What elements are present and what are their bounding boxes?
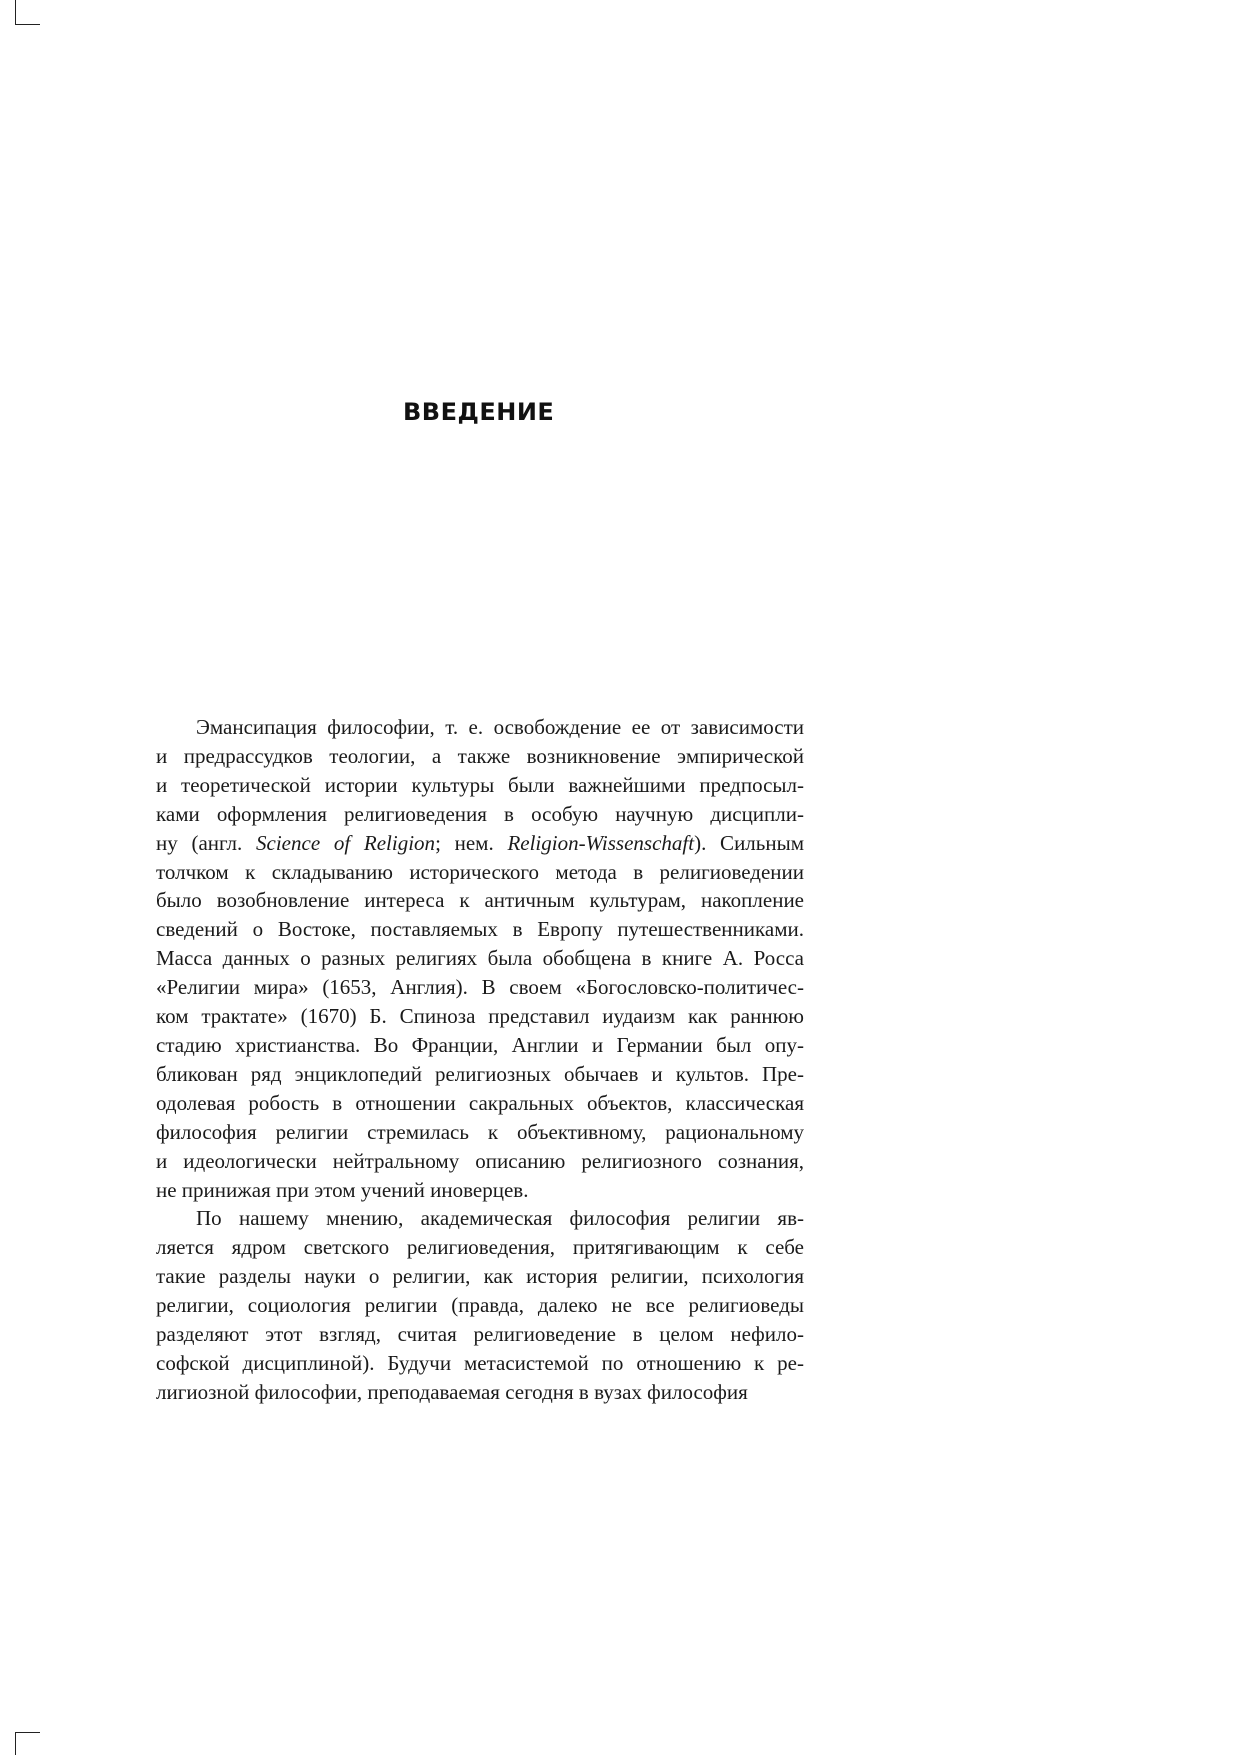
text-line: [156, 915, 804, 944]
body-text: [156, 713, 804, 1407]
text-line: [156, 1031, 804, 1060]
text-line: [156, 1176, 804, 1205]
text-line: [156, 1147, 804, 1176]
text-line: [156, 973, 804, 1002]
text-segment: софской дисциплиной). Будучи метасистемой по отношению к ре-: [156, 1350, 804, 1375]
text-line: [156, 944, 804, 973]
paragraph: [156, 713, 804, 1204]
text-line: [156, 1262, 804, 1291]
text-line: [156, 1118, 804, 1147]
text-segment: и предрассудков теологии, а также возникновение эмпирической: [156, 743, 804, 768]
text-segment: ляется ядром светского религиоведения, притягивающим к себе: [156, 1235, 804, 1260]
text-segment: ; нем.: [435, 830, 508, 855]
text-line: [156, 1378, 804, 1407]
text-segment: стадию христианства. Во Франции, Англии и Германии был опу-: [156, 1032, 804, 1057]
text-segment: «Религии мира» (1653, Англия). В своем «Богословско-политичес-: [156, 975, 804, 1000]
text-segment: ком трактате» (1670) Б. Спиноза представил иудаизм как раннюю: [156, 1004, 804, 1029]
text-segment: бликован ряд энциклопедий религиозных обычаев и культов. Пре-: [156, 1061, 804, 1086]
text-segment: Масса данных о разных религиях была обобщена в книге А. Росса: [156, 946, 804, 971]
text-line: [156, 1089, 804, 1118]
paragraph: [156, 1204, 804, 1406]
chapter-title: ВВЕДЕНИЕ: [403, 398, 555, 426]
crop-mark-bottom-vertical: [15, 1732, 16, 1755]
text-segment: и теоретической истории культуры были важнейшими предпосыл-: [156, 772, 804, 797]
text-segment: ками оформления религиоведения в особую научную дисципли-: [156, 801, 804, 826]
text-segment: разделяют этот взгляд, считая религиоведение в целом нефило-: [156, 1322, 804, 1347]
text-segment: не принижая при этом учений иноверцев.: [156, 1177, 529, 1202]
text-line: [156, 858, 804, 887]
text-line: [156, 1320, 804, 1349]
text-line: [156, 1349, 804, 1378]
text-line: [156, 713, 804, 742]
text-segment: толчком к складыванию исторического метода в религиоведении: [156, 859, 804, 884]
text-line: [156, 1060, 804, 1089]
crop-mark-top-horizontal: [15, 24, 40, 25]
text-line: [156, 771, 804, 800]
text-line: [156, 1233, 804, 1262]
text-segment: было возобновление интереса к античным культурам, накопление: [156, 888, 804, 913]
text-segment: и идеологически нейтральному описанию религиозного сознания,: [156, 1148, 804, 1173]
text-line: [156, 800, 804, 829]
text-line: [156, 1204, 804, 1233]
text-segment: ). Сильным: [694, 830, 804, 855]
text-segment: одолевая робость в отношении сакральных объектов, классическая: [156, 1090, 804, 1115]
text-segment: религии, социология религии (правда, далеко не все религиоведы: [156, 1293, 804, 1318]
text-segment: Эмансипация философии, т. е. освобождение ее от зависимости: [196, 715, 804, 739]
text-segment: По нашему мнению, академическая философия религии яв-: [196, 1206, 804, 1231]
text-segment: ну (англ.: [156, 830, 257, 855]
italic-term: Religion-Wissenschaft: [507, 830, 695, 855]
text-segment: лигиозной философии, преподаваемая сегодня в вузах философия: [156, 1379, 748, 1404]
text-segment: такие разделы науки о религии, как история религии, психология: [156, 1264, 804, 1289]
crop-mark-top-vertical: [15, 0, 16, 25]
text-line: [156, 742, 804, 771]
text-line: [156, 1002, 804, 1031]
text-segment: сведений о Востоке, поставляемых в Европу путешественниками.: [156, 917, 804, 942]
text-line: [156, 1291, 804, 1320]
text-line: [156, 829, 804, 858]
italic-term: Science of Religion: [256, 830, 436, 855]
text-line: [156, 886, 804, 915]
crop-mark-bottom-horizontal: [15, 1732, 40, 1733]
text-segment: философия религии стремилась к объективному, рациональному: [156, 1119, 804, 1144]
